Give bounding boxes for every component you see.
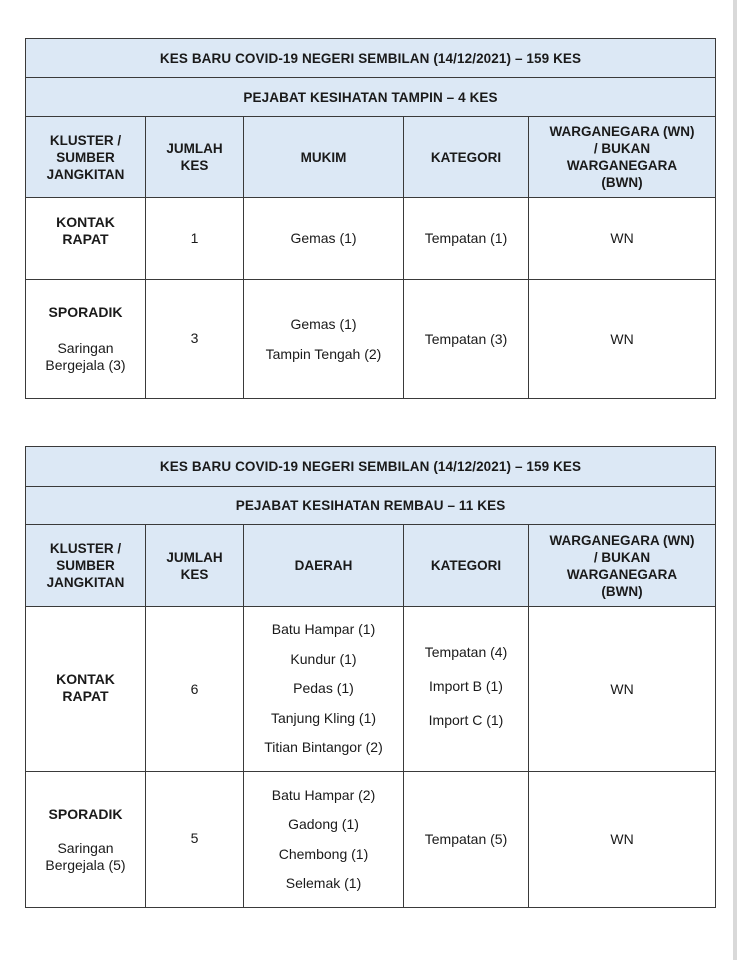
area-item: Tampin Tengah (2)	[265, 346, 382, 362]
category-cell	[404, 280, 529, 399]
table-row	[26, 772, 716, 908]
header-citizenship: WARGANEGARA (WN) / BUKAN WARGANEGARA (BWN)	[529, 525, 716, 607]
area-cell	[244, 198, 404, 280]
cluster-cell	[26, 198, 146, 280]
header-area: MUKIM	[244, 117, 404, 198]
area-item: Chembong (1)	[278, 845, 369, 862]
category-item: Tempatan (5)	[424, 831, 508, 847]
column-header-row	[26, 117, 716, 198]
page-edge	[733, 0, 737, 960]
area-item: Batu Hampar (1)	[271, 621, 376, 638]
area-item: Tanjung Kling (1)	[270, 709, 377, 726]
area-item: Selemak (1)	[285, 875, 362, 891]
header-case-count: JUMLAH KES	[146, 525, 244, 607]
citizenship-cell: WN	[529, 280, 716, 399]
district-office-title: PEJABAT KESIHATAN TAMPIN – 4 KES	[26, 78, 716, 117]
table-row	[26, 198, 716, 280]
area-item: Gadong (1)	[288, 816, 359, 832]
cluster-cell	[26, 280, 146, 399]
table-subtitle-row	[26, 487, 716, 525]
header-category: KATEGORI	[404, 525, 529, 607]
cluster-note: Saringan Bergejala (3)	[45, 340, 126, 373]
area-item: Gemas (1)	[290, 230, 357, 246]
category-item: Tempatan (3)	[424, 330, 508, 347]
area-item: Titian Bintangor (2)	[264, 739, 383, 756]
area-item: Pedas (1)	[293, 680, 354, 697]
header-case-count: JUMLAH KES	[146, 117, 244, 198]
cluster-cell	[26, 772, 146, 908]
area-item: Kundur (1)	[290, 650, 357, 667]
area-item: Batu Hampar (2)	[271, 786, 376, 803]
tampin-cases-table	[25, 38, 716, 399]
table-title: KES BARU COVID-19 NEGERI SEMBILAN (14/12/2021) – 159 KES	[26, 39, 716, 78]
case-count-cell: 1	[146, 198, 244, 280]
area-cell	[244, 280, 404, 399]
area-cell	[244, 772, 404, 908]
rembau-cases-table	[25, 446, 716, 908]
table-row	[26, 607, 716, 772]
table-title-row	[26, 39, 716, 78]
cluster-note: Saringan Bergejala (5)	[45, 839, 126, 873]
cluster-label: SPORADIK	[48, 805, 123, 822]
header-area: DAERAH	[244, 525, 404, 607]
header-category: KATEGORI	[404, 117, 529, 198]
area-item: Gemas (1)	[290, 316, 357, 332]
category-item: Import B (1)	[429, 677, 503, 694]
cluster-label: SPORADIK	[48, 304, 123, 320]
case-count-cell: 5	[146, 772, 244, 908]
column-header-row	[26, 525, 716, 607]
header-cluster: KLUSTER / SUMBER JANGKITAN	[26, 525, 146, 607]
area-cell	[244, 607, 404, 772]
cluster-label: KONTAK RAPAT	[56, 670, 115, 704]
table-title-row	[26, 447, 716, 487]
header-cluster: KLUSTER / SUMBER JANGKITAN	[26, 117, 146, 198]
category-item: Tempatan (1)	[424, 230, 508, 246]
citizenship-cell: WN	[529, 607, 716, 772]
category-item: Import C (1)	[428, 711, 504, 728]
cluster-label: KONTAK RAPAT	[56, 213, 115, 247]
category-cell	[404, 772, 529, 908]
table-title: KES BARU COVID-19 NEGERI SEMBILAN (14/12/2021) – 159 KES	[26, 447, 716, 487]
category-cell	[404, 198, 529, 280]
category-item: Tempatan (4)	[424, 643, 508, 660]
table-row	[26, 280, 716, 399]
cluster-cell	[26, 607, 146, 772]
case-count-cell: 6	[146, 607, 244, 772]
case-count-cell: 3	[146, 280, 244, 399]
district-office-title: PEJABAT KESIHATAN REMBAU – 11 KES	[26, 487, 716, 525]
citizenship-cell: WN	[529, 198, 716, 280]
header-citizenship: WARGANEGARA (WN) / BUKAN WARGANEGARA (BWN)	[529, 117, 716, 198]
table-subtitle-row	[26, 78, 716, 117]
citizenship-cell: WN	[529, 772, 716, 908]
category-cell	[404, 607, 529, 772]
